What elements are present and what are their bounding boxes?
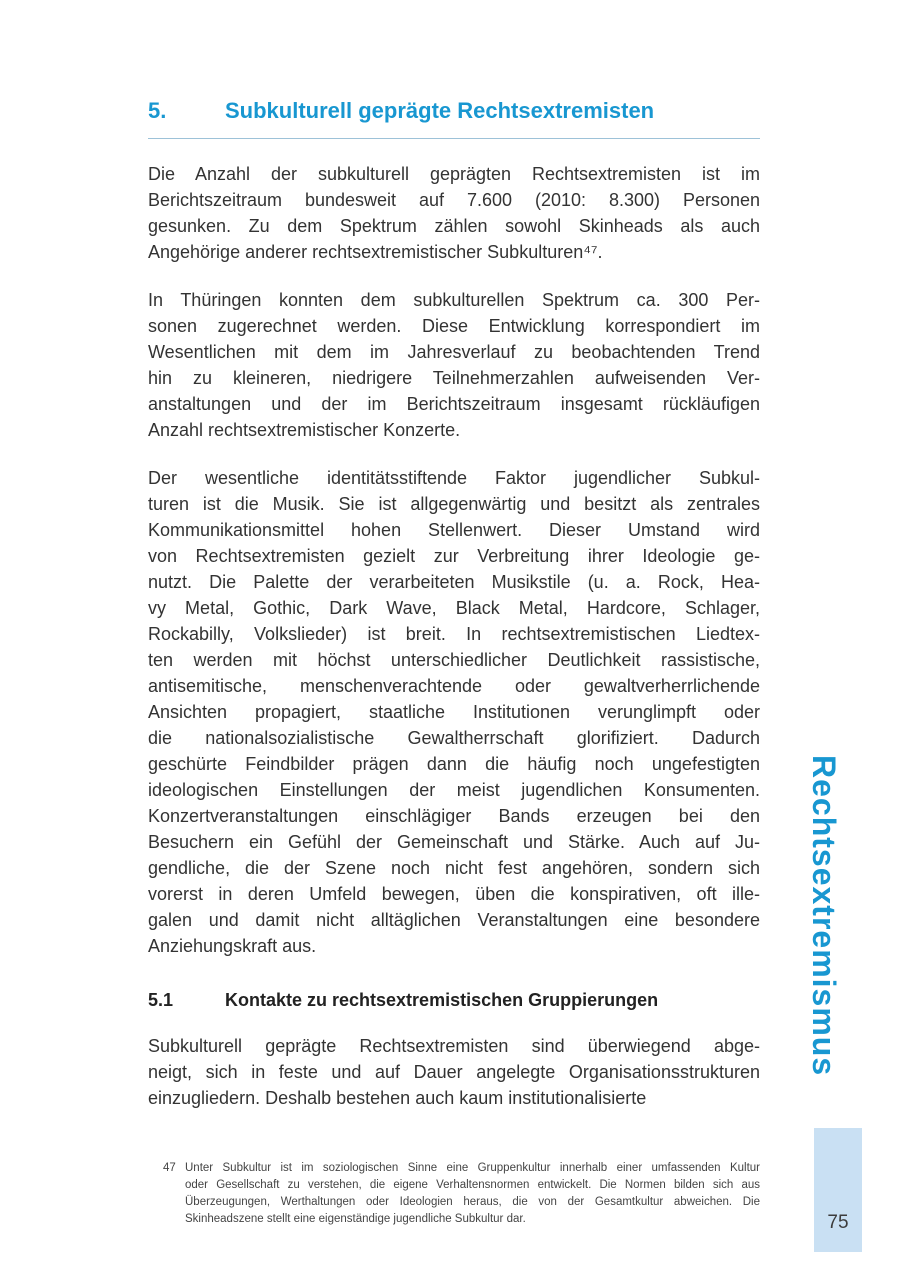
text-line: ideologischen Einstellungen der meist jugendlichen Konsumenten.: [148, 780, 760, 800]
text-line: gesunken. Zu dem Spektrum zählen sowohl Skinheads als auch: [148, 216, 760, 236]
text-line: sonen zugerechnet werden. Diese Entwicklung korrespondiert im: [148, 316, 760, 336]
text-line: Angehörige anderer rechtsextremistischer Subkulturen⁴⁷.: [148, 242, 603, 262]
text-line: hin zu kleineren, niedrigere Teilnehmerzahlen aufweisenden Ver-: [148, 368, 760, 388]
body-paragraph-2: [148, 287, 760, 443]
text-line: In Thüringen konnten dem subkulturellen Spektrum ca. 300 Per-: [148, 290, 760, 310]
text-line: Anziehungskraft aus.: [148, 936, 317, 956]
text-line: Konzertveranstaltungen einschlägiger Bands erzeugen bei den: [148, 806, 760, 826]
text-line: Berichtszeitraum bundesweit auf 7.600 (2010: 8.300) Personen: [148, 190, 760, 210]
text-line: ten werden mit höchst unterschiedlicher Deutlichkeit rassistische,: [148, 650, 760, 670]
section-title: Subkulturell geprägte Rechtsextremisten: [225, 98, 655, 123]
text-line: gendliche, die der Szene noch nicht fest angehören, sondern sich: [148, 858, 760, 878]
text-line: Ansichten propagiert, staatliche Institutionen verunglimpft oder: [148, 702, 760, 722]
text-line: nutzt. Die Palette der verarbeiteten Musikstile (u. a. Rock, Hea-: [148, 572, 760, 592]
body-paragraph-3: [148, 465, 760, 959]
text-line: Unter Subkultur ist im soziologischen Sinne eine Gruppenkultur innerhalb einer umfassenden Kultur: [185, 1162, 760, 1174]
text-line: Besuchern ein Gefühl der Gemeinschaft und Stärke. Auch auf Ju-: [148, 832, 760, 852]
page-number-tab: [814, 1128, 862, 1252]
subsection-heading: [148, 989, 760, 1011]
text-line: anstaltungen und der im Berichtszeitraum insgesamt rückläufigen: [148, 394, 760, 414]
text-line: Die Anzahl der subkulturell geprägten Rechtsextremisten ist im: [148, 164, 760, 184]
section-number: 5.: [148, 98, 167, 123]
subsection-title: Kontakte zu rechtsextremistischen Gruppierungen: [225, 990, 659, 1010]
text-line: Skinheadszene stellt eine eigenständige jugendliche Subkultur dar.: [185, 1213, 526, 1225]
footnote: [163, 1160, 760, 1228]
text-line: neigt, sich in feste und auf Dauer angelegte Organisationsstrukturen: [148, 1062, 760, 1082]
text-line: antisemitische, menschenverachtende oder gewaltverherrlichende: [148, 676, 760, 696]
text-line: turen ist die Musik. Sie ist allgegenwärtig und besitzt als zentrales: [148, 494, 760, 514]
text-line: Kommunikationsmittel hohen Stellenwert. Dieser Umstand wird: [148, 520, 760, 540]
body-paragraph-4: [148, 1033, 760, 1111]
text-line: oder Gesellschaft zu verstehen, die eigene Verhaltensnormen entwickelt. Die Normen bilden sich aus: [185, 1179, 760, 1191]
text-line: Anzahl rechtsextremistischer Konzerte.: [148, 420, 461, 440]
text-line: Rockabilly, Volkslieder) ist breit. In rechtsextremistischen Liedtex-: [148, 624, 760, 644]
body-paragraph-1: [148, 161, 760, 265]
text-line: von Rechtsextremisten gezielt zur Verbreitung ihrer Ideologie ge-: [148, 546, 760, 566]
section-heading: [148, 98, 760, 124]
text-line: vy Metal, Gothic, Dark Wave, Black Metal, Hardcore, Schlager,: [148, 598, 760, 618]
footnote-text: [185, 1160, 760, 1228]
text-line: Wesentlichen mit dem im Jahresverlauf zu beobachtenden Trend: [148, 342, 760, 362]
text-line: die nationalsozialistische Gewaltherrschaft glorifiziert. Dadurch: [148, 728, 760, 748]
text-line: Subkulturell geprägte Rechtsextremisten sind überwiegend abge-: [148, 1036, 760, 1056]
subsection-number: 5.1: [148, 990, 174, 1010]
main-text-column: [148, 98, 760, 1111]
chapter-sidebar-label: Rechtsextremismus: [806, 755, 842, 1077]
text-line: geschürte Feindbilder prägen dann die häufig noch ungefestigten: [148, 754, 760, 774]
text-line: vorerst in deren Umfeld bewegen, üben die konspirativen, oft ille-: [148, 884, 760, 904]
heading-rule: [148, 138, 760, 139]
text-line: Überzeugungen, Werthaltungen oder Ideologien heraus, die von der Gesamtkultur abweichen. Die: [185, 1196, 760, 1208]
text-line: galen und damit nicht alltäglichen Veranstaltungen eine besondere: [148, 910, 760, 930]
text-line: Der wesentliche identitätsstiftende Faktor jugendlicher Subkul-: [148, 468, 760, 488]
footnote-number: 47: [163, 1162, 176, 1174]
page-number: 75: [827, 1212, 849, 1233]
text-line: einzugliedern. Deshalb bestehen auch kaum institutionalisierte: [148, 1088, 647, 1108]
